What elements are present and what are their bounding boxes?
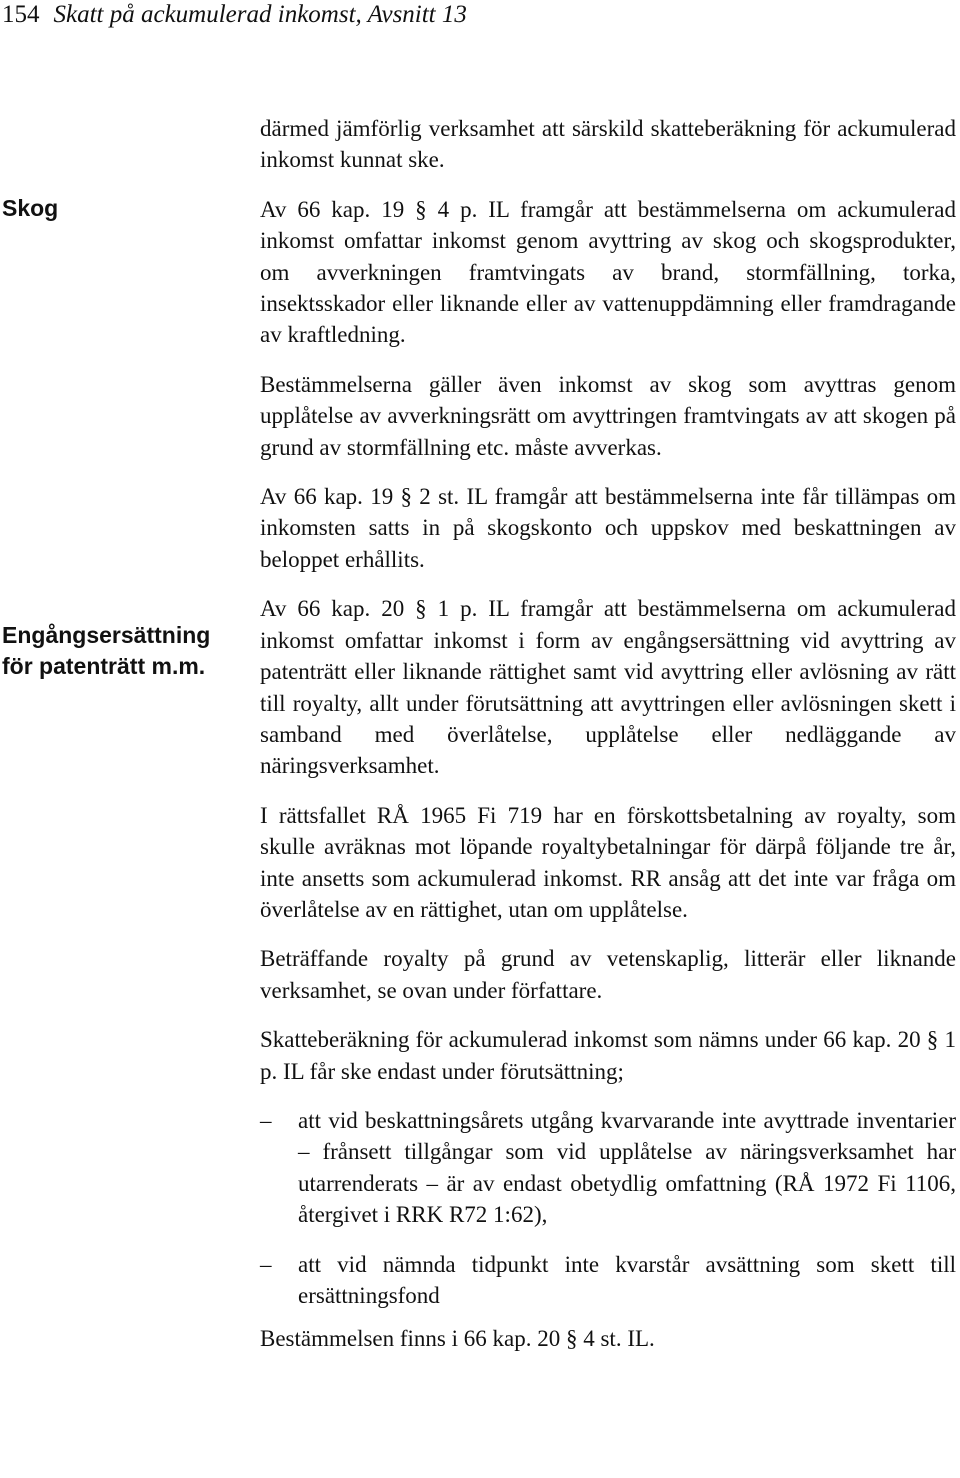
- page-header: [2, 0, 467, 30]
- paragraph-4: Av 66 kap. 19 § 2 st. IL framgår att bestämmelserna inte får tillämpas om inkomsten satts in på skogskonto och uppskov med beskattningen av beloppet erhållits.: [260, 484, 956, 572]
- list-item: [260, 1105, 956, 1231]
- margin-note-skog: Skog: [2, 195, 59, 221]
- running-title: Skatt på ackumulerad inkomst, Avsnitt 13: [53, 1, 467, 28]
- paragraph-3: Bestämmelserna gäller även inkomst av skog som avyttras genom upplåtelse av avverkningsrätt om avyttringen framtvingats av att skogen på grund av stormfällning etc. måste avverkas.: [260, 371, 956, 460]
- paragraph-5: Av 66 kap. 20 § 1 p. IL framgår att bestämmelserna om ackumulerad inkomst omfattar inkomst i form av engångsersättning vid avyttring av patenträtt eller liknande rättighet samt vid avyttring eller avlösning av rätt till royalty, allt under förutsättning att avyttringen eller avlösningen skett i samband med överlåtelse, upplåtelse eller nedläggande av näringsverksamhet.: [260, 596, 956, 779]
- paragraph-8: Skatteberäkning för ackumulerad inkomst som nämns under 66 kap. 20 § 1 p. IL får ske endast under förutsättning;: [260, 1027, 956, 1084]
- paragraph-2: Av 66 kap. 19 § 4 p. IL framgår att bestämmelserna om ackumulerad inkomst omfattar inkomst genom avyttring av skog och skogsprodukter, om avverkningen framtvingats av brand, stormfällning, torka, insektsskador eller liknande eller av vattenuppdämning eller framdragande av kraftledning.: [260, 196, 956, 348]
- page-number: 154: [2, 1, 40, 28]
- margin-note-engangsersattning: Engångsersättning för patenträtt m.m.: [2, 622, 211, 679]
- list-item-text: att vid nämnda tidpunkt inte kvarstår avsättning som skett till ersättningsfond: [298, 1251, 956, 1308]
- paragraph-1: därmed jämförlig verksamhet att särskild skatteberäkning för ackumulerad inkomst kunnat ske.: [260, 116, 956, 173]
- dash-bullet: –: [260, 1107, 272, 1133]
- list-item: [260, 1249, 956, 1312]
- body-column: [260, 113, 956, 1355]
- paragraph-7: Beträffande royalty på grund av vetenskaplig, litterär eller liknande verksamhet, se ovan under författare.: [260, 946, 956, 1003]
- list-item-text: att vid beskattningsårets utgång kvarvarande inte avyttrade inventarier – frånsett tillgångar som vid upplåtelse av näringsverksamhet har utarrenderats – är av endast obetydlig omfattning (RÅ 1972 Fi 1106, återgivet i RRK R72 1:62),: [298, 1107, 956, 1228]
- paragraph-6: I rättsfallet RÅ 1965 Fi 719 har en förskottsbetalning av royalty, som skulle avräknas mot löpande royaltybetalningar för därpå följande tre år, inte ansetts som ackumulerad inkomst. RR ansåg att det inte var fråga om överlåtelse av en rättighet, utan om upplåtelse.: [260, 802, 956, 922]
- paragraph-9: Bestämmelsen finns i 66 kap. 20 § 4 st. IL.: [260, 1326, 655, 1352]
- dash-bullet: –: [260, 1251, 272, 1277]
